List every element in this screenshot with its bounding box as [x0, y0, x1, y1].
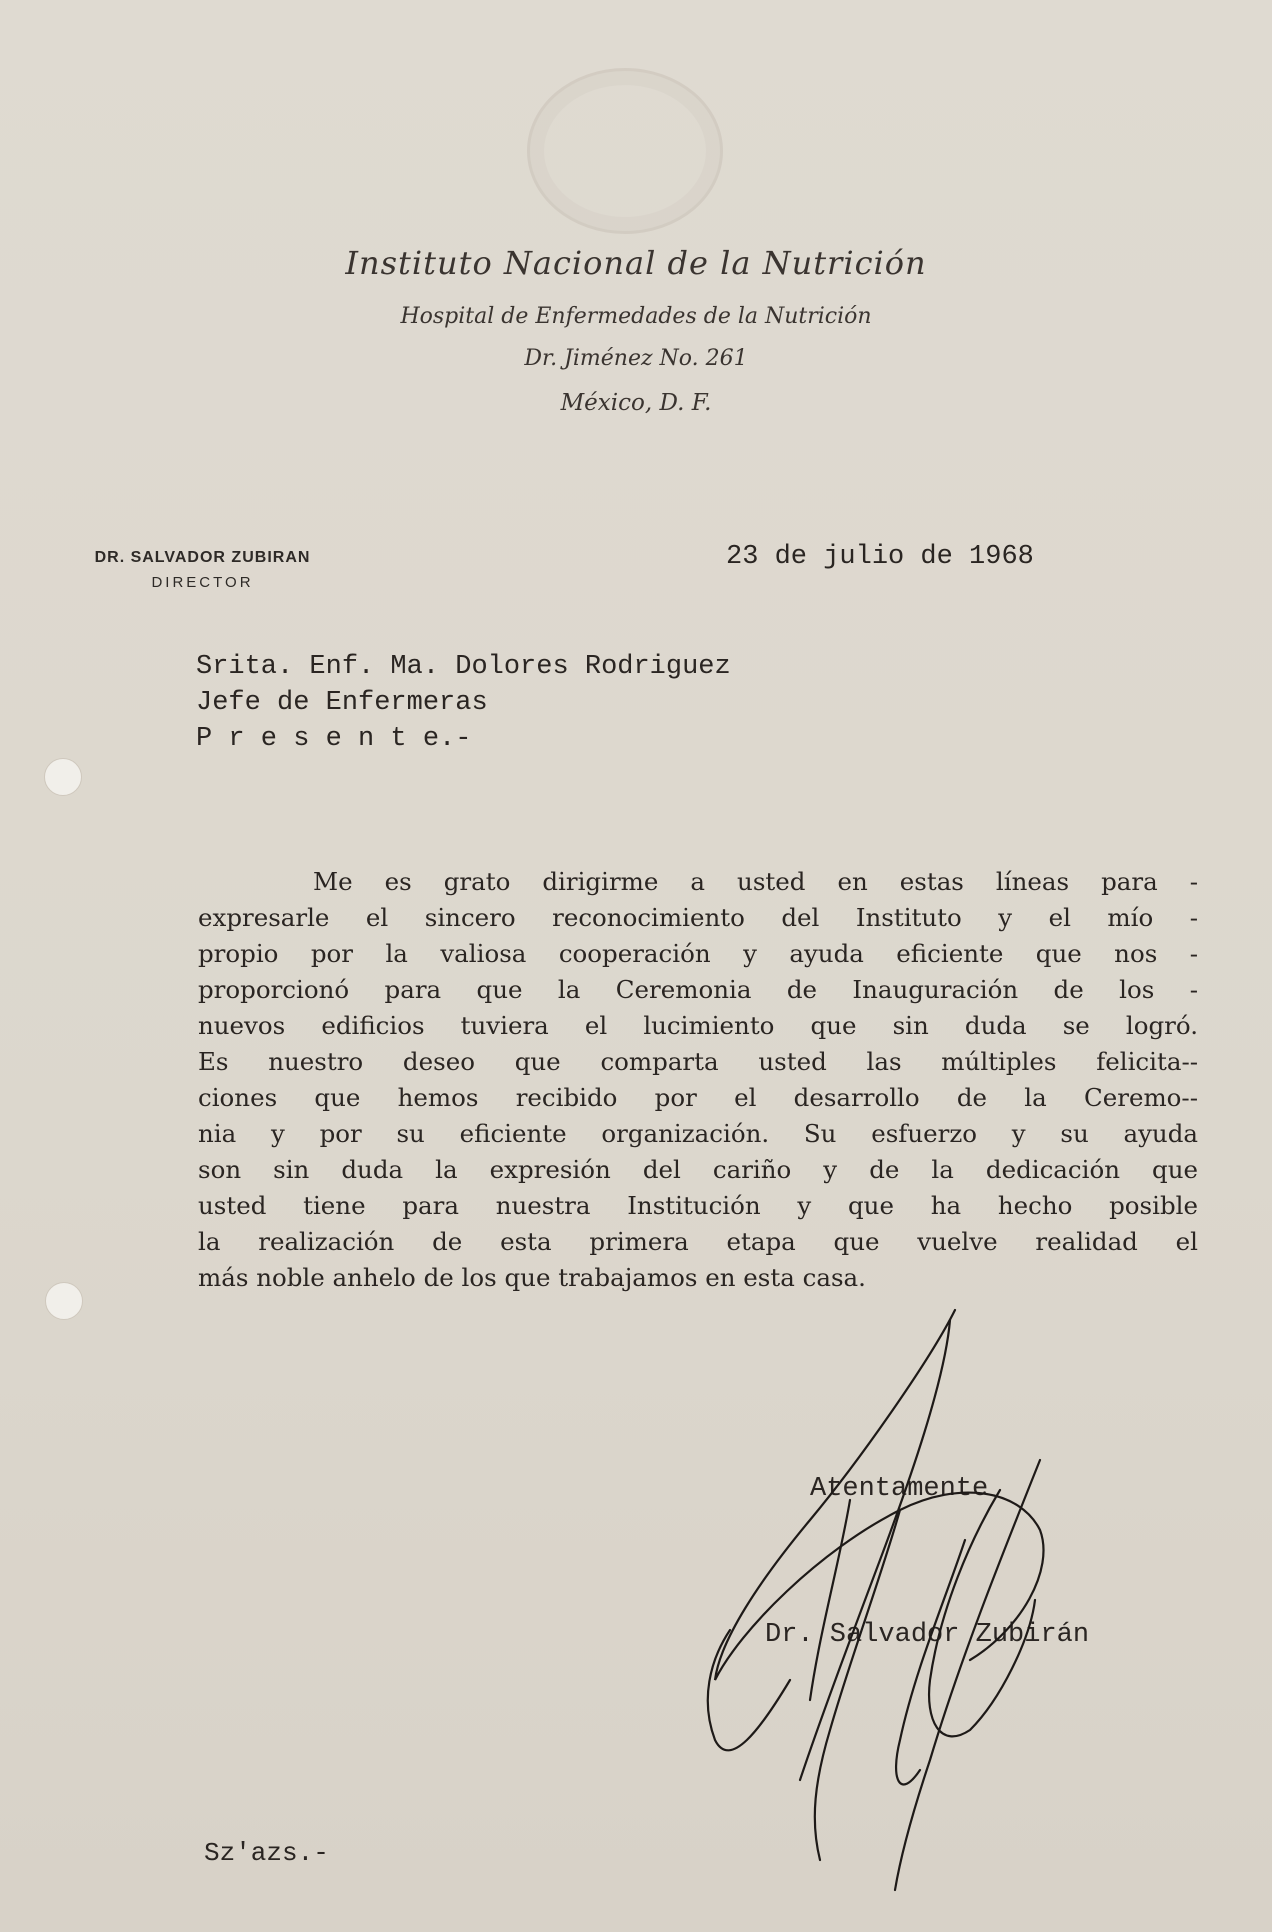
- body-line: expresarle el sincero reconocimiento del Instituto y el mío -: [198, 903, 1198, 932]
- handwritten-signature: [700, 1300, 1080, 1900]
- body-line: la realización de esta primera etapa que vuelve realidad el: [198, 1227, 1198, 1256]
- body-line: son sin duda la expresión del cariño y de la dedicación que: [198, 1155, 1198, 1184]
- punch-hole-bottom: [45, 1282, 83, 1320]
- body-line: nia y por su eficiente organización. Su esfuerzo y su ayuda: [198, 1119, 1198, 1148]
- body-line: Es nuestro deseo que comparta usted las múltiples felicita--: [198, 1047, 1198, 1076]
- body-line: más noble anhelo de los que trabajamos en esta casa.: [198, 1263, 866, 1292]
- punch-hole-top: [44, 758, 82, 796]
- body-line: usted tiene para nuestra Institución y que ha hecho posible: [198, 1191, 1198, 1220]
- embossed-seal: [527, 68, 723, 234]
- letterhead-institute: Instituto Nacional de la Nutrición: [345, 244, 927, 282]
- letterhead-hospital: Hospital de Enfermedades de la Nutrición: [400, 304, 872, 329]
- letterhead-address: Dr. Jiménez No. 261: [524, 346, 748, 371]
- closing: Atentamente: [810, 1474, 989, 1504]
- body-line: ciones que hemos recibido por el desarrollo de la Ceremo--: [198, 1083, 1198, 1112]
- letter-date: 23 de julio de 1968: [726, 542, 1034, 572]
- sender-title: DIRECTOR: [151, 574, 254, 591]
- signer-name: Dr. Salvador Zubirán: [765, 1620, 1090, 1650]
- sender-name: DR. SALVADOR ZUBIRAN: [94, 549, 311, 566]
- body-line: Me es grato dirigirme a usted en estas líneas para -: [313, 867, 1198, 896]
- body-line: propio por la valiosa cooperación y ayuda eficiente que nos -: [198, 939, 1198, 968]
- recipient-salutation: P r e s e n t e.-: [196, 724, 472, 754]
- letterhead-city: México, D. F.: [560, 390, 712, 416]
- body-line: proporcionó para que la Ceremonia de Inauguración de los -: [198, 975, 1198, 1004]
- recipient-name: Srita. Enf. Ma. Dolores Rodriguez: [196, 652, 731, 682]
- typist-initials: Sz'azs.-: [204, 1838, 329, 1868]
- body-line: nuevos edificios tuviera el lucimiento que sin duda se logró.: [198, 1011, 1198, 1040]
- recipient-position: Jefe de Enfermeras: [196, 688, 488, 718]
- letter-body: [198, 864, 1198, 1296]
